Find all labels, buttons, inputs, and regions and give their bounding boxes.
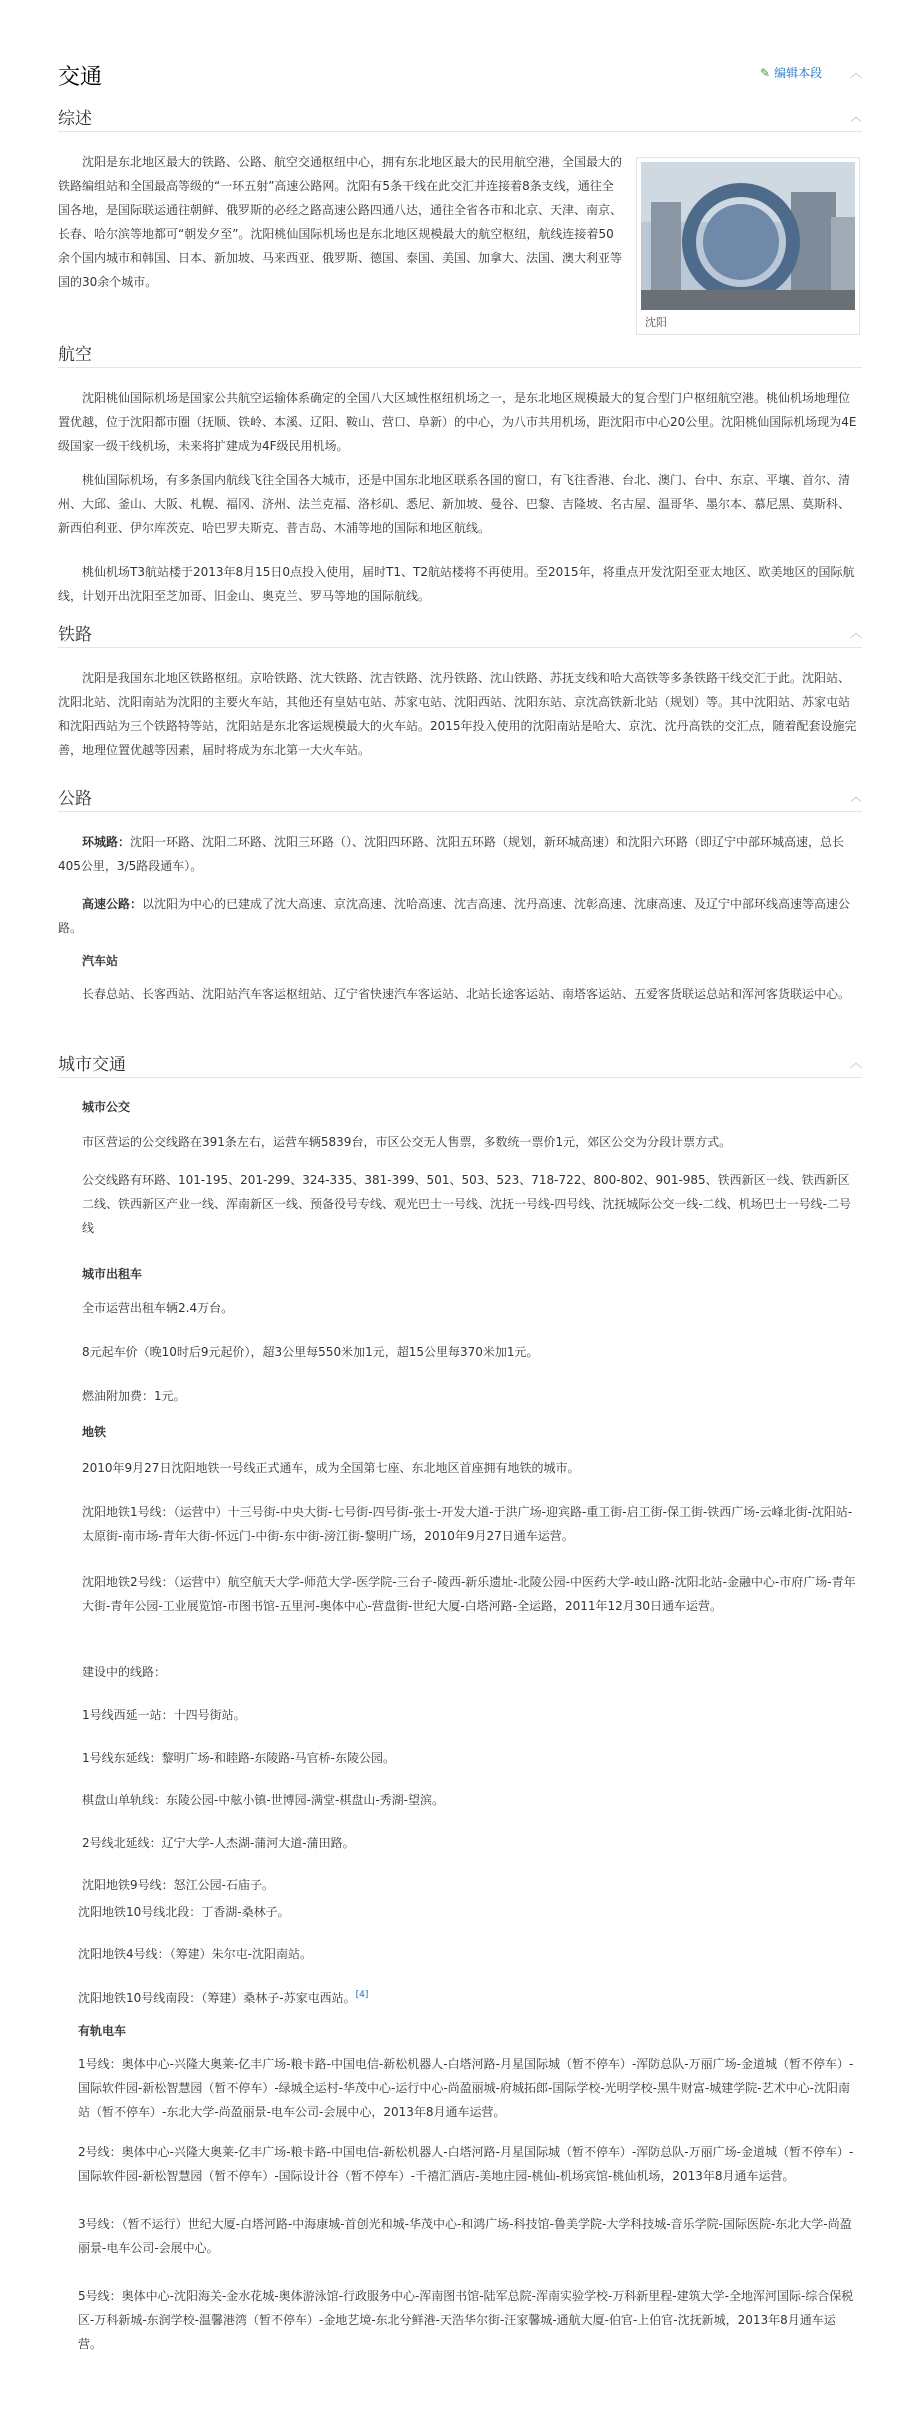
city-bus-title: 城市公交 — [82, 1100, 131, 1114]
construction-item: 2号线北延线：辽宁大学-人杰湖-蒲河大道-蒲田路。 — [82, 1836, 355, 1850]
construction-item: 沈阳地铁4号线：（筹建）朱尔屯-沈阳南站。 — [78, 1947, 312, 1961]
metro-title: 地铁 — [82, 1425, 107, 1439]
tram-line-1: 1号线：奥体中心-兴隆大奥莱-亿丰广场-粮卡路-中国电信-新松机器人-白塔河路-月星国际城（暂不停车）-浑防总队-万丽广场-金道城（暂不停车）-国际软件园-新松智慧园（暂不停车）-绿城全运村-华茂中心-运行中心-尚盈丽城-府城拓郎-国际学校-光明学校-黑牛财富-城建学院-艺术中心-沈阳南站（暂不停车）-东北大学-尚盈丽景-电车公司-会展中心，2013年8月通车运营。 — [78, 2057, 854, 2119]
divider — [58, 1077, 862, 1078]
construction-label: 建设中的线路： — [82, 1665, 167, 1679]
air-paragraph-2: 桃仙国际机场，有多条国内航线飞往全国各大城市，还是中国东北地区联系各国的窗口，有飞往香港、台北、澳门、台中、东京、平壤、首尔、清州、大邱、釜山、大阪、札幌、福冈、济州、法兰克福、洛杉矶、悉尼、新加坡、曼谷、巴黎、吉隆坡、名古屋、温哥华、墨尔本、慕尼黑、莫斯科、新西伯利亚、伊尔库茨克、哈巴罗夫斯克、普吉岛、木浦等地的国际和地区航线。 — [58, 473, 851, 535]
metro-line-1: 沈阳地铁1号线：（运营中）十三号街-中央大街-七号街-四号街-张士-开发大道-于洪广场-迎宾路-重工街-启工街-保工街-铁西广场-云峰北街-沈阳站-太原街-南市场-青年大街-怀远门-中街-东中街-滂江街-黎明广场，2010年9月27日通车运营。 — [82, 1505, 853, 1543]
chevron-up-icon[interactable]: ︿ — [850, 1056, 863, 1070]
construction-item: 沈阳地铁9号线：怒江公园-石庙子。 — [82, 1878, 274, 1892]
heading-air: 航空 — [58, 345, 92, 365]
construction-item-with-ref: 沈阳地铁10号线南段：（筹建）桑林子-苏家屯西站。[4] — [78, 1990, 369, 2005]
divider — [58, 131, 862, 132]
construction-item: 沈阳地铁10号线北段：丁香湖-桑林子。 — [78, 1905, 290, 1919]
chevron-up-icon[interactable]: ︿ — [850, 110, 863, 124]
construction-item: 1号线西延一站：十四号街站。 — [82, 1708, 246, 1722]
reference-link[interactable]: [4] — [355, 1990, 369, 2000]
divider — [58, 367, 862, 368]
city-photo[interactable] — [641, 162, 855, 310]
heading-rail: 铁路 — [58, 625, 92, 645]
heading-overview: 综述 — [58, 109, 92, 129]
bus-station-paragraph: 长春总站、长客西站、沈阳站汽车客运枢纽站、辽宁省快速汽车客运站、北站长途客运站、南塔客运站、五爱客货联运总站和浑河客货联运中心。 — [82, 987, 851, 1001]
heading-highway: 公路 — [58, 789, 92, 809]
ring-road-paragraph: 环城路：沈阳一环路、沈阳二环路、沈阳三环路（）、沈阳四环路、沈阳五环路（规划，新环城高速）和沈阳六环路（即辽宁中部环城高速，总长405公里，3/5路段通车）。 — [58, 835, 845, 873]
taxi-paragraph-1: 全市运营出租车辆2.4万台。 — [82, 1301, 234, 1315]
metro-line-2: 沈阳地铁2号线：（运营中）航空航天大学-师范大学-医学院-三台子-陵西-新乐遗址-北陵公园-中医药大学-岐山路-沈阳北站-金融中心-市府广场-青年大街-青年公园-工业展览馆-市图书馆-五里河-奥体中心-营盘街-世纪大厦-白塔河路-全运路，2011年12月30日通车运营。 — [82, 1575, 856, 1613]
tram-line-5: 5号线：奥体中心-沈阳海关-金水花城-奥体游泳馆-行政服务中心-浑南图书馆-陆军总院-浑南实验学校-万科新里程-建筑大学-全地浑河国际-综合保税区-万科新城-东润学校-温馨港湾（暂不停车）-金地艺境-东北兮鲜港-天浩华尔街-汪家馨城-通航大厦-伯官-上伯官-沈抚新城，2013年8月通车运营。 — [78, 2289, 854, 2351]
divider — [58, 811, 862, 812]
edit-section-link[interactable]: ✎ 编辑本段 — [760, 66, 823, 80]
air-paragraph-1: 沈阳桃仙国际机场是国家公共航空运输体系确定的全国八大区域性枢纽机场之一，是东北地区规模最大的复合型门户枢纽航空港。桃仙机场地理位置优越，位于沈阳都市圈（抚顺、铁岭、本溪、辽阳、鞍山、营口、阜新）的中心，为八市共用机场，距沈阳市中心20公里。沈阳桃仙国际机场现为4E级国家一级干线机场，未来将扩建成为4F级民用机场。 — [58, 391, 857, 453]
city-image-box[interactable] — [636, 157, 860, 335]
rail-paragraph: 沈阳是我国东北地区铁路枢纽。京哈铁路、沈大铁路、沈吉铁路、沈丹铁路、沈山铁路、苏抚支线和哈大高铁等多条铁路干线交汇于此。沈阳站、沈阳北站、沈阳南站为沈阳的主要火车站，其他还有皇姑屯站、苏家屯站、沈阳西站、沈阳东站、京沈高铁新北站（规划）等。其中沈阳站、苏家屯站和沈阳西站为三个铁路特等站，沈阳站是东北客运规模最大的火车站。2015年投入使用的沈阳南站是哈大、京沈、沈丹高铁的交汇点，随着配套设施完善，地理位置优越等因素，届时将成为东北第一大火车站。 — [58, 671, 857, 757]
divider — [58, 647, 862, 648]
chevron-up-icon[interactable]: ︿ — [850, 790, 863, 804]
collapse-chevron-icon[interactable]: ︿ — [850, 66, 863, 80]
expressway-paragraph: 高速公路：以沈阳为中心的已建成了沈大高速、京沈高速、沈哈高速、沈吉高速、沈丹高速、沈彰高速、沈康高速、及辽宁中部环线高速等高速公路。 — [58, 897, 851, 935]
city-bus-paragraph-2: 公交线路有环路、101-195、201-299、324-335、381-399、501、503、523、718-722、800-802、901-985、铁西新区一线、铁西新区二线、铁西新区产业一线、浑南新区一线、预备役号专线、观光巴士一号线、沈抚一号线-四号线、沈抚城际公交一线-二线、机场巴士一号线-二号线 — [82, 1173, 851, 1235]
construction-item: 1号线东延线：黎明广场-和睦路-东陵路-马官桥-东陵公园。 — [82, 1751, 395, 1765]
taxi-title: 城市出租车 — [82, 1267, 143, 1281]
city-bus-paragraph-1: 市区营运的公交线路在391条左右，运营车辆5839台，市区公交无人售票，多数统一票价1元，郊区公交为分段计票方式。 — [82, 1135, 732, 1149]
section-title: 交通 — [58, 65, 103, 90]
tram-line-3: 3号线：（暂不运行）世纪大厦-白塔河路-中海康城-首创光和城-华茂中心-和鸿广场-科技馆-鲁美学院-大学科技城-音乐学院-国际医院-东北大学-尚盈丽景-电车公司-会展中心。 — [78, 2217, 852, 2255]
pencil-icon: ✎ — [760, 66, 771, 80]
image-caption: 沈阳 — [645, 316, 667, 329]
overview-paragraph: 沈阳是东北地区最大的铁路、公路、航空交通枢纽中心，拥有东北地区最大的民用航空港，全国最大的铁路编组站和全国最高等级的“一环五射”高速公路网。沈阳有5条干线在此交汇并连接着8条支线，通往全国各地，是国际联运通往朝鲜、俄罗斯的必经之路高速公路四通八达，通往全省各市和北京、天津、南京、长春、哈尔滨等地都可“朝发夕至”。沈阳桃仙国际机场也是东北地区规模最大的航空枢纽，航线连接着50余个国内城市和韩国、日本、新加坡、马来西亚、俄罗斯、德国、泰国、美国、加拿大、法国、澳大利亚等国的30余个城市。 — [58, 155, 623, 289]
bus-station-title: 汽车站 — [82, 954, 119, 968]
air-paragraph-3: 桃仙机场T3航站楼于2013年8月15日0点投入使用，届时T1、T2航站楼将不再使用。至2015年，将重点开发沈阳至亚太地区、欧美地区的国际航线，计划开出沈阳至芝加哥、旧金山、奥克兰、罗马等地的国际航线。 — [58, 565, 855, 603]
heading-urban: 城市交通 — [58, 1055, 126, 1075]
metro-paragraph: 2010年9月27日沈阳地铁一号线正式通车，成为全国第七座、东北地区首座拥有地铁的城市。 — [82, 1461, 580, 1475]
construction-item: 棋盘山单轨线：东陵公园-中舷小镇-世博园-满堂-棋盘山-秀湖-望滨。 — [82, 1793, 444, 1807]
tram-line-2: 2号线：奥体中心-兴隆大奥莱-亿丰广场-粮卡路-中国电信-新松机器人-白塔河路-月星国际城（暂不停车）-浑防总队-万丽广场-金道城（暂不停车）-国际软件园-新松智慧园（暂不停车）-国际设计谷（暂不停车）-千禧汇酒店-美地庄园-桃仙-机场宾馆-桃仙机场，2013年8月通车运营。 — [78, 2145, 854, 2183]
chevron-up-icon[interactable]: ︿ — [850, 626, 863, 640]
taxi-paragraph-3: 燃油附加费：1元。 — [82, 1389, 186, 1403]
taxi-paragraph-2: 8元起车价（晚10时后9元起价），超3公里每550米加1元，超15公里每370米加1元。 — [82, 1345, 539, 1359]
tram-title: 有轨电车 — [78, 2024, 127, 2038]
